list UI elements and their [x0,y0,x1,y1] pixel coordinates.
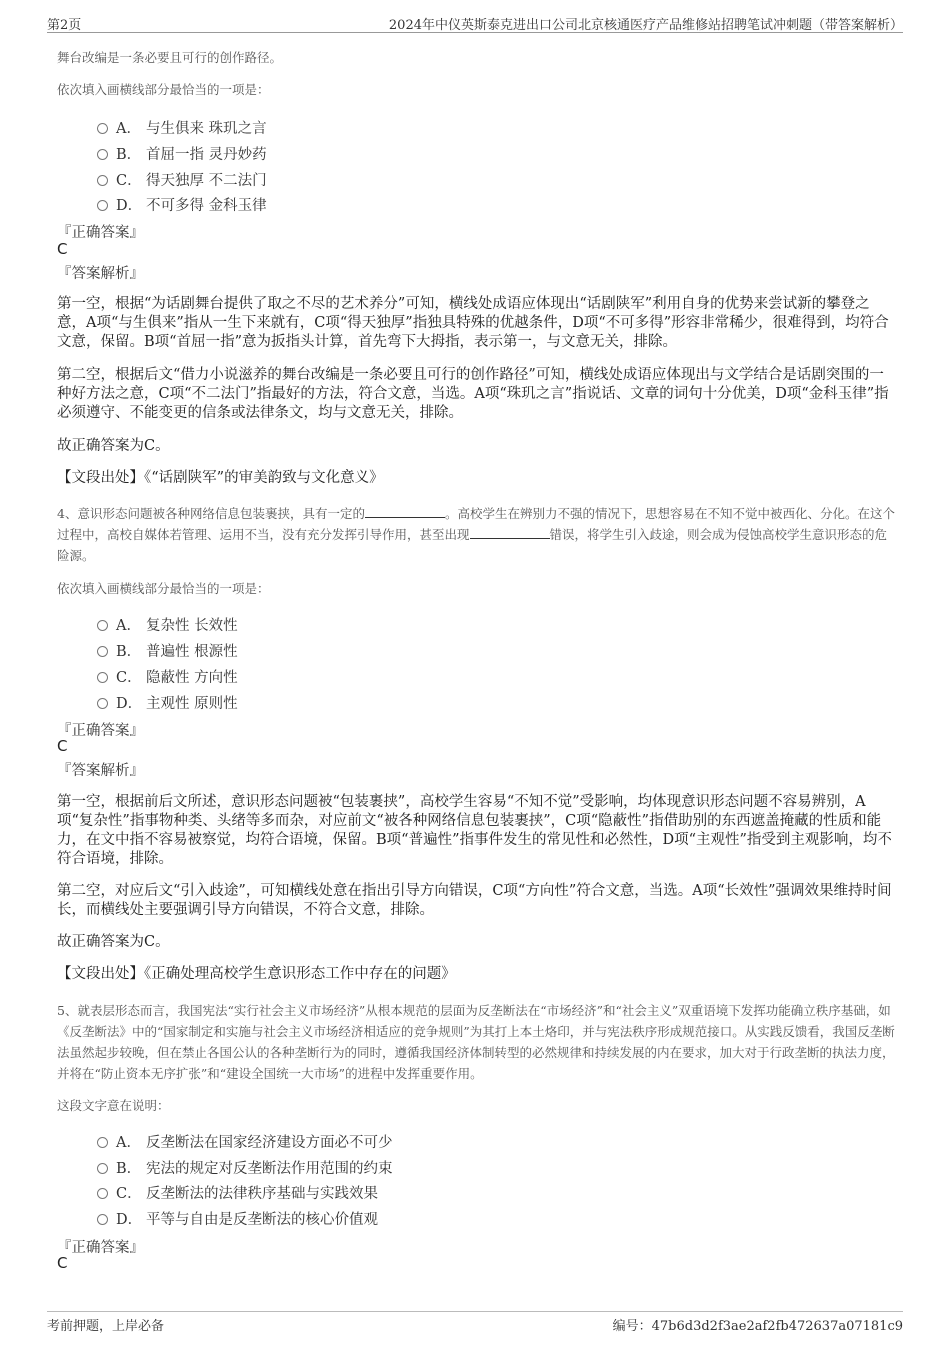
radio-icon[interactable] [97,175,108,186]
q4-analysis-2: 第二空，对应后文“引入歧途”，可知横线处意在指出引导方向错误，C项“方向性”符合文意，当选。A项“长效性”强调效果维持时间长，而横线处主要强调引导方向错误，不符合文意，排除。 [57,883,892,918]
q4-stem: 4、意识形态问题被各种网络信息包装裹挟，具有一定的 。高校学生在辨别力不强的情况下，思想容易在不知不觉中被西化、分化。在这个过程中，高校自媒体若管理、运用不当，没有充分发挥引导作用，甚至出现 错误，将学生引入歧途，则会成为侵蚀高校学生意识形态的危险源。 [57,506,895,563]
q3-option-a[interactable]: A． 与生俱来 珠玑之言 [97,117,267,138]
q3-conclusion: 故正确答案为C。 [57,438,170,454]
q3-answer: C [57,240,68,258]
q3-analysis-label: 『答案解析』 [57,266,144,282]
q3-option-d[interactable]: D． 不可多得 金科玉律 [97,194,267,215]
q3-prompt: 依次填入画横线部分最恰当的一项是： [57,82,270,97]
page-header [47,12,903,33]
q3-option-b[interactable]: B． 首屈一指 灵丹妙药 [97,143,267,164]
radio-icon[interactable] [97,149,108,160]
radio-icon[interactable] [97,672,108,683]
q4-option-b[interactable]: B． 普遍性 根源性 [97,640,238,661]
page-number: 第2页 [47,18,82,33]
radio-icon[interactable] [97,200,108,211]
q5-option-a[interactable]: A． 反垄断法在国家经济建设方面必不可少 [97,1131,393,1152]
blank-line [470,526,550,539]
q3-source: 【文段出处】《“话剧陕军”的审美韵致与文化意义》 [57,470,384,486]
radio-icon[interactable] [97,123,108,134]
blank-line [365,505,445,518]
q5-answer: C [57,1254,68,1272]
radio-icon[interactable] [97,1188,108,1199]
radio-icon[interactable] [97,646,108,657]
q5-prompt: 这段文字意在说明： [57,1098,170,1113]
q4-answer-label: 『正确答案』 [57,723,144,739]
q5-option-b[interactable]: B． 宪法的规定对反垄断法作用范围的约束 [97,1157,393,1178]
q4-option-d[interactable]: D． 主观性 原则性 [97,692,238,713]
q4-analysis-label: 『答案解析』 [57,763,144,779]
page-footer [47,1311,903,1334]
q3-answer-label: 『正确答案』 [57,225,144,241]
q4-analysis-1: 第一空，根据前后文所述，意识形态问题被“包装裹挟”，高校学生容易“不知不觉”受影响，均体现意识形态问题不容易辨别，A项“复杂性”指事物种类、头绪等多而杂，对应前文“被各种网络信息包装裹挟”，C项“隐蔽性”指借助别的东西遮盖掩藏的性质和能力，在文中指不容易被察觉，均符合语境，保留。B项“普遍性”指事件发生的常见性和必然性，D项“主观性”指受到主观影响，均不符合语境，排除。 [57,794,892,867]
q5-stem: 5、就表层形态而言，我国宪法“实行社会主义市场经济”从根本规范的层面为反垄断法在“市场经济”和“社会主义”双重语境下发挥功能确立秩序基础，如《反垄断法》中的“国家制定和实施与社会主义市场经济相适应的竞争规则”为其打上本土烙印，并与宪法秩序形成规范接口。从实践反馈看，我国反垄断法虽然起步较晚，但在禁止各国公认的各种垄断行为的同时，遵循我国经济体制转型的必然规律和持续发展的内在要求，加大对于行政垄断的执法力度，并将在“防止资本无序扩张”和“建设全国统一大市场”的进程中发挥重要作用。 [57,1003,895,1081]
q4-conclusion: 故正确答案为C。 [57,934,170,950]
document-title: 2024年中仪英斯泰克进出口公司北京核通医疗产品维修站招聘笔试冲刺题（带答案解析） [388,18,903,33]
q3-analysis-1: 第一空，根据“为话剧舞台提供了取之不尽的艺术养分”可知，横线处成语应体现出“话剧陕军”利用自身的优势来尝试新的攀登之意，A项“与生俱来”指从一生下来就有，C项“得天独厚”指独具特殊的优越条件，D项“不可多得”形容非常稀少，很难得到，均符合文意，保留。B项“首屈一指”意为扳指头计算，首先弯下大拇指，表示第一，与文意无关，排除。 [57,296,889,350]
footer-slogan: 考前押题，上岸必备 [47,1319,165,1334]
radio-icon[interactable] [97,620,108,631]
radio-icon[interactable] [97,698,108,709]
q3-option-c[interactable]: C． 得天独厚 不二法门 [97,169,267,190]
radio-icon[interactable] [97,1137,108,1148]
q5-option-d[interactable]: D． 平等与自由是反垄断法的核心价值观 [97,1208,378,1229]
q4-answer: C [57,737,68,755]
q5-option-c[interactable]: C． 反垄断法的法律秩序基础与实践效果 [97,1182,378,1203]
q4-option-a[interactable]: A． 复杂性 长效性 [97,614,238,635]
q4-option-c[interactable]: C． 隐蔽性 方向性 [97,666,238,687]
q3-stem-tail: 舞台改编是一条必要且可行的创作路径。 [57,50,283,65]
radio-icon[interactable] [97,1214,108,1225]
footer-code: 编号：47b6d3d2f3ae2af2fb472637a07181c9 [612,1319,903,1334]
q4-source: 【文段出处】《正确处理高校学生意识形态工作中存在的问题》 [57,966,456,982]
radio-icon[interactable] [97,1163,108,1174]
q3-analysis-2: 第二空，根据后文“借力小说滋养的舞台改编是一条必要且可行的创作路径”可知，横线处成语应体现出与文学结合是话剧突围的一种好方法之意，C项“不二法门”指最好的方法，符合文意，当选。A项“珠玑之言”指说话、文章的词句十分优美，D项“金科玉律”指必须遵守、不能变更的信条或法律条文，均与文意无关，排除。 [57,367,889,421]
q5-answer-label: 『正确答案』 [57,1240,144,1256]
q4-prompt: 依次填入画横线部分最恰当的一项是： [57,581,270,596]
